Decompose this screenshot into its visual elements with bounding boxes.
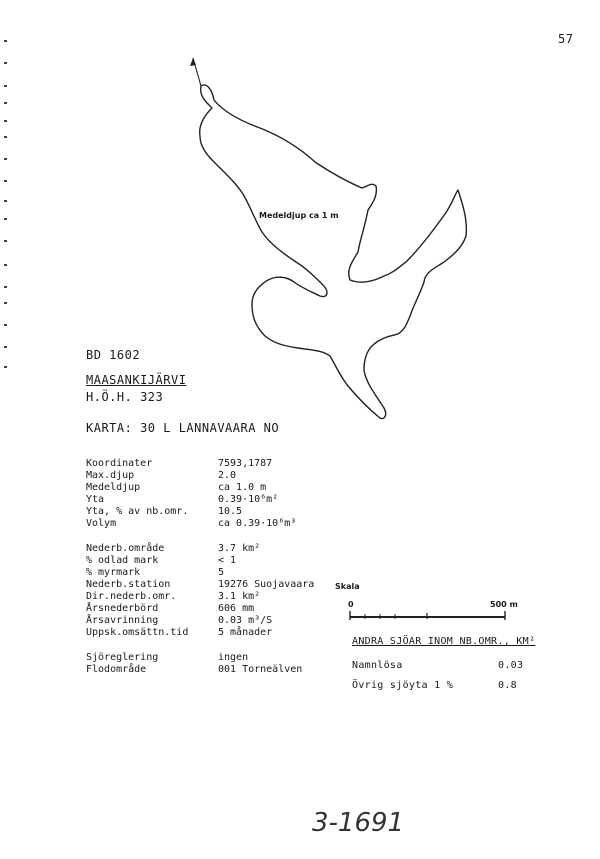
map-sheet: KARTA: 30 L LANNAVAARA NO xyxy=(86,421,280,435)
stats-value: 2.0 xyxy=(218,470,237,481)
stats-value: ca 1.0 m xyxy=(218,482,267,493)
scale-bar xyxy=(345,608,515,622)
scale-title: Skala xyxy=(335,582,360,591)
stats-label: Dir.nederb.omr. xyxy=(86,591,177,602)
north-arrow-head xyxy=(190,58,196,66)
page-number: 57 xyxy=(558,32,574,46)
stats-label: Koordinater xyxy=(86,458,153,469)
other-lake-label: Övrig sjöyta 1 % xyxy=(352,680,454,691)
stats-label: Uppsk.omsättn.tid xyxy=(86,627,189,638)
stats-value: < 1 xyxy=(218,555,237,566)
scale-end: 500 m xyxy=(490,600,518,609)
handwritten-number: 3-1691 xyxy=(312,808,405,838)
stats-value: 606 mm xyxy=(218,603,255,614)
altitude: H.Ö.H. 323 xyxy=(86,390,164,404)
stats-value: 5 xyxy=(218,567,225,578)
stats-label: Yta, % av nb.omr. xyxy=(86,506,189,517)
stats-value: ca 0.39·10⁶m³ xyxy=(218,518,297,529)
stats-value: 7593,1787 xyxy=(218,458,273,469)
stats-label: Årsnederbörd xyxy=(86,603,159,614)
stats-label: Max.djup xyxy=(86,470,135,481)
stats-label: Årsavrinning xyxy=(86,615,159,626)
stats-value: 3.7 km² xyxy=(218,543,261,554)
stats-value: ingen xyxy=(218,652,249,663)
other-lake-label: Namnlösa xyxy=(352,660,403,671)
stats-label: Nederb.station xyxy=(86,579,171,590)
lake-shoreline xyxy=(200,85,467,419)
stats-value: 0.03 m³/S xyxy=(218,615,273,626)
scale-start: 0 xyxy=(348,600,354,609)
stats-label: Volym xyxy=(86,518,117,529)
stats-value: 3.1 km² xyxy=(218,591,261,602)
stats-label: Medeldjup xyxy=(86,482,141,493)
stats-value: 0.39·10⁶m² xyxy=(218,494,279,505)
stats-label: % odlad mark xyxy=(86,555,159,566)
lake-code: BD 1602 xyxy=(86,348,141,362)
stats-label: Yta xyxy=(86,494,105,505)
stats-label: % myrmark xyxy=(86,567,141,578)
lake-name: MAASANKIJÄRVI xyxy=(86,373,187,387)
stats-label: Sjöreglering xyxy=(86,652,159,663)
stats-label: Flodområde xyxy=(86,664,147,675)
stats-value: 19276 Suojavaara xyxy=(218,579,315,590)
other-lake-value: 0.03 xyxy=(498,660,524,671)
stats-value: 5 månader xyxy=(218,627,273,638)
depth-label: Medeldjup ca 1 m xyxy=(259,211,339,220)
other-lakes-heading: ANDRA SJÖAR INOM NB.OMR., KM² xyxy=(352,636,536,647)
stats-label: Nederb.område xyxy=(86,543,165,554)
other-lake-value: 0.8 xyxy=(498,680,517,691)
stats-value: 10.5 xyxy=(218,506,243,517)
stats-value: 001 Torneälven xyxy=(218,664,303,675)
